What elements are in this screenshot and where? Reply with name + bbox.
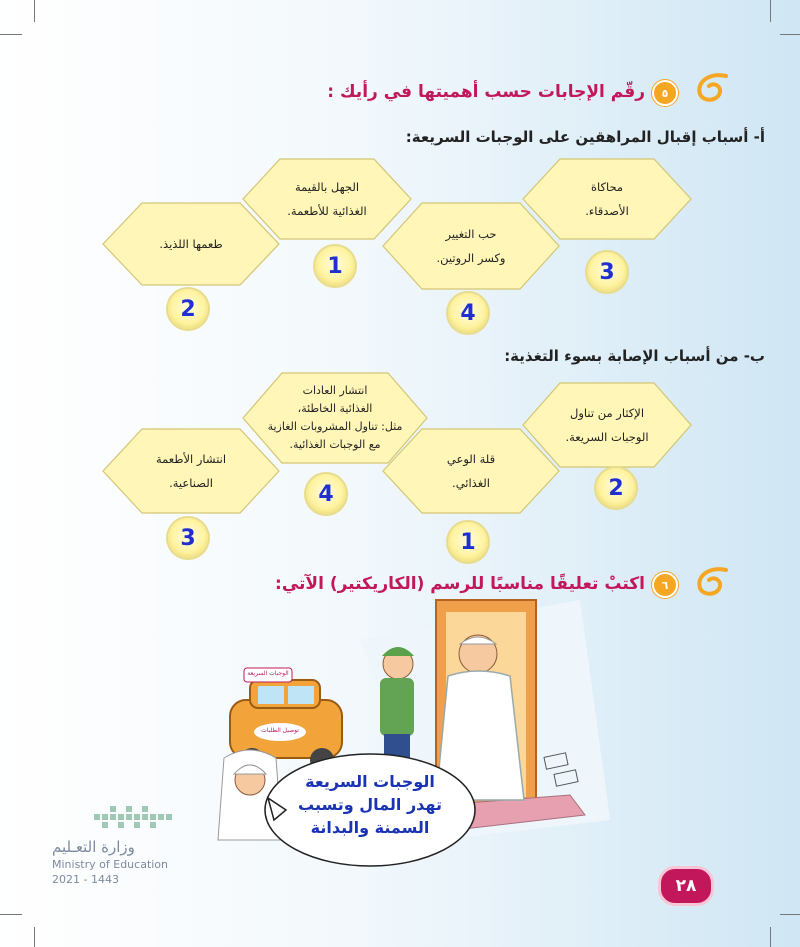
ministry-logo-icon [90,800,186,836]
part-a-heading: أ- أسباب إقبال المراهقين على الوجبات السريعة: [405,128,765,146]
ministry-name-english: Ministry of Education [52,858,169,871]
hexagon-card [102,428,280,514]
hexagon-text: وكسر الروتين. [436,251,506,265]
hexagon-text: الغذائية للأطعمة. [287,204,367,218]
cartoon-illustration [210,580,620,870]
hexagon-text: الغذائية الخاطئة، [297,401,373,415]
hexagon-text: الأصدقاء. [585,204,629,218]
hexagon-text: طعمها اللذيذ. [159,236,223,251]
page-number: ٢٨ [658,866,714,906]
speech-line: الوجبات السريعة [305,772,435,791]
hexagon-text: الغذائي. [452,476,490,490]
answer-number: 3 [168,518,208,558]
crop-mark [780,914,800,915]
edition-years: 2021 - 1443 [52,873,119,886]
answer-number: 4 [448,293,488,333]
hexagon-text: الصناعية. [169,476,213,490]
answer-number: 1 [315,246,355,286]
section-6-title: اكتبْ تعليقًا مناسبًا للرسم (الكاريكتير) الآتي: [275,574,645,594]
spiral-icon [690,564,730,600]
hexagon-text: محاكاة [590,179,624,194]
hexagon-card [382,428,560,514]
crop-mark [34,927,35,947]
speech-line: تهدر المال وتسبب [298,795,442,815]
hexagon-text: مع الوجبات الغذائية. [289,438,381,452]
crop-mark [780,34,800,35]
car-side-label: توصيل الطلبات [261,727,299,734]
crop-mark [0,34,22,35]
section-5-title: رقّم الإجابات حسب أهميتها في رأيك : [327,82,645,102]
spiral-icon [690,70,730,106]
hexagon-card [102,202,280,286]
hexagon-text: الإكثار من تناول [569,405,645,420]
hexagon-text: قلة الوعي [446,451,496,466]
hexagon-text: انتشار الأطعمة [155,451,227,466]
crop-mark [34,0,35,22]
question-number-badge: ٥ [652,80,678,106]
ministry-name-arabic: وزارة التعـليم [52,838,135,856]
answer-number: 2 [596,468,636,508]
answer-number: 3 [587,252,627,292]
crop-mark [770,0,771,22]
hexagon-text: حب التغيير [445,226,497,241]
answer-number: 2 [168,289,208,329]
crop-mark [0,914,22,915]
part-b-heading: ب- من أسباب الإصابة بسوء التغذية: [504,347,765,365]
speech-line: السمنة والبدانة [310,818,430,838]
hexagon-text: انتشار العادات [302,383,368,397]
answer-number: 1 [448,522,488,562]
hexagon-text: الوجبات السريعة. [565,430,649,444]
hexagon-text: مثل: تناول المشروبات الغازية [267,420,403,433]
question-number-badge: ٦ [652,572,678,598]
hexagon-card [382,202,560,290]
hexagon-text: الجهل بالقيمة [294,179,360,194]
crop-mark [770,927,771,947]
answer-number: 4 [306,474,346,514]
car-sign: الوجبات السريعة [247,670,289,677]
speech-bubble-text [278,770,462,840]
